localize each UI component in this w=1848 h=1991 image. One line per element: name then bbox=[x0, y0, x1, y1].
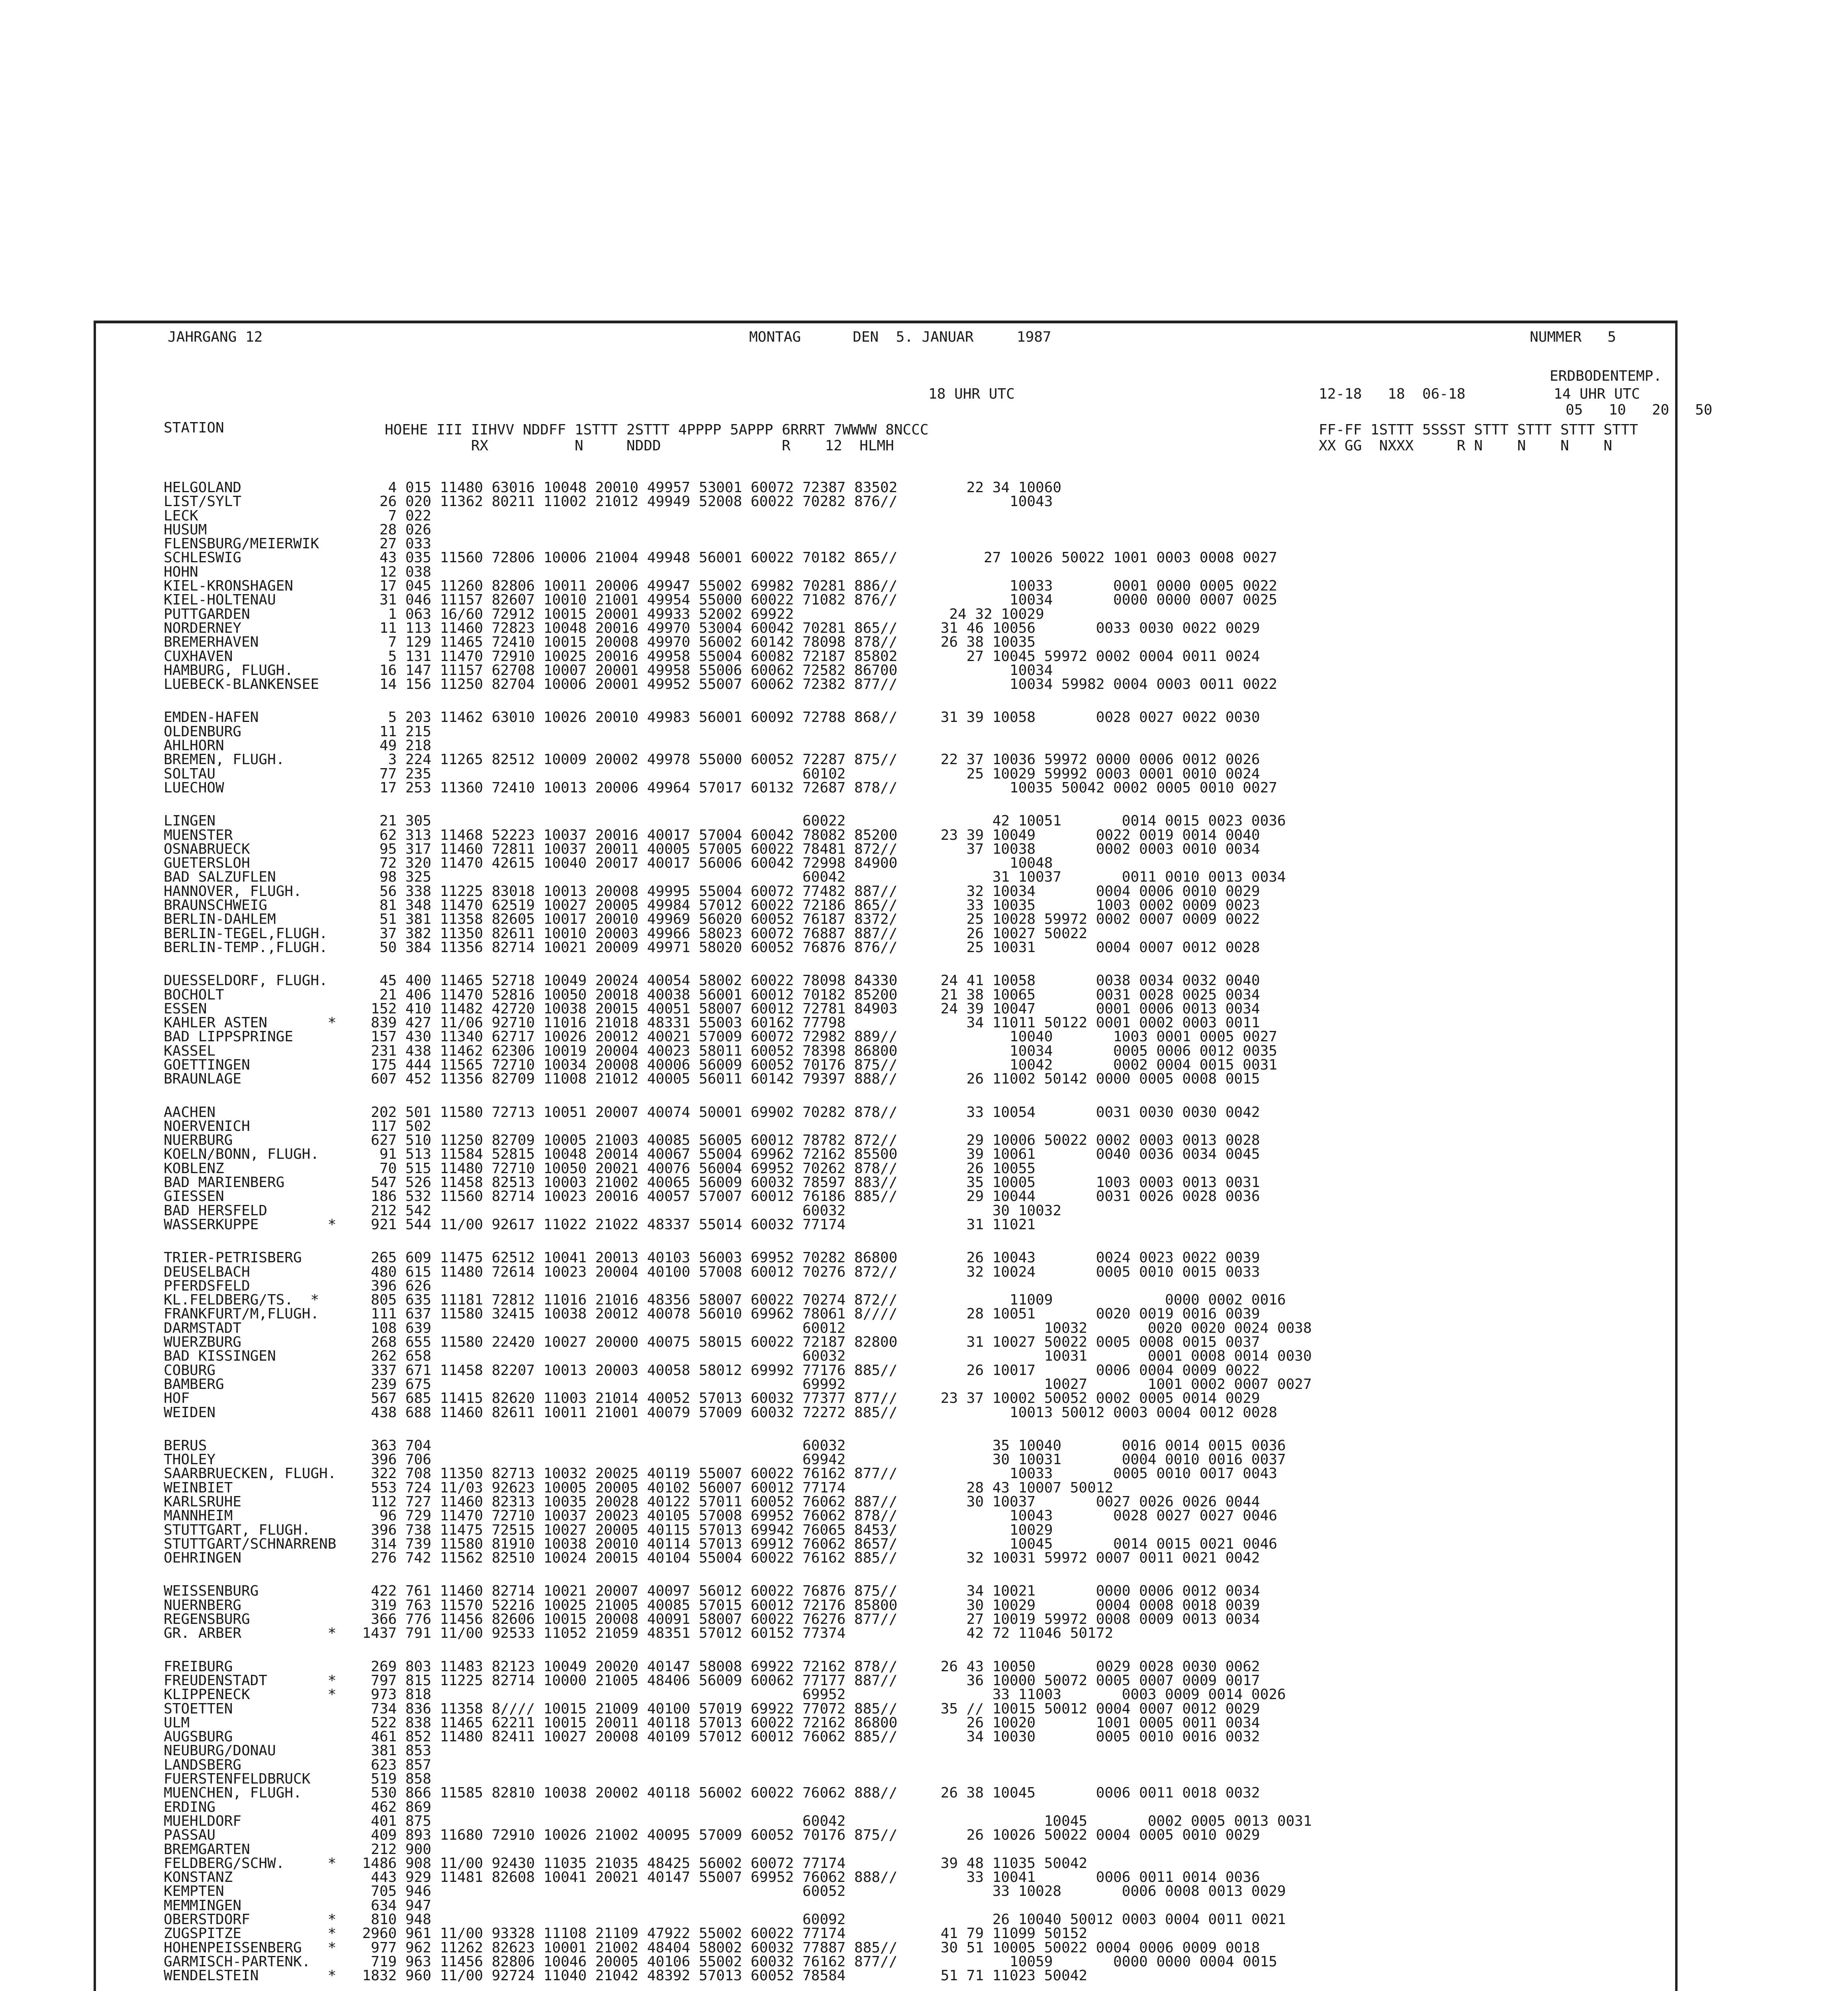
table-row: LECK 7 022 bbox=[164, 507, 431, 524]
header-number: NUMMER 5 bbox=[1530, 329, 1616, 345]
table-row: HAMBURG, FLUGH. 16 147 11157 62708 10007 20001 49958 55006 60062 72582 86700 10034 bbox=[164, 662, 1053, 679]
table-row: KOELN/BONN, FLUGH. 91 513 11584 52815 10048 20014 40067 55004 69962 72162 85500 39 10061 0040 0036 0034 0045 bbox=[164, 1146, 1260, 1163]
table-row: FLENSBURG/MEIERWIK 27 033 bbox=[164, 536, 431, 552]
table-row: KARLSRUHE 112 727 11460 82313 10035 20028 40122 57011 60052 76062 887// 30 10037 0027 0026 0026 0044 bbox=[164, 1494, 1260, 1510]
table-row: KONSTANZ 443 929 11481 82608 10041 20021 40147 55007 69952 76062 888// 33 10041 0006 0011 0014 0036 bbox=[164, 1869, 1260, 1886]
table-row: GARMISCH-PARTENK. 719 963 11456 82806 10046 20005 40106 55002 60032 76162 877// 10059 0000 0000 0004 0015 bbox=[164, 1953, 1277, 1970]
group-spacer bbox=[164, 691, 1673, 710]
table-row: KASSEL 231 438 11462 62306 10019 20004 40023 58011 60052 78398 86800 10034 0005 0006 0012 0035 bbox=[164, 1042, 1277, 1059]
table-row: PASSAU 409 893 11680 72910 10026 21002 40095 57009 60052 70176 875// 26 10026 50022 0004 0005 0010 0029 bbox=[164, 1827, 1260, 1844]
table-row: FUERSTENFELDBRUCK 519 858 bbox=[164, 1771, 431, 1788]
table-row: BAD LIPPSPRINGE 157 430 11340 62717 10026 20012 40021 57009 60072 72982 889// 10040 1003 0001 0005 0027 bbox=[164, 1029, 1277, 1045]
table-row: AHLHORN 49 218 bbox=[164, 737, 431, 754]
table-row: KEMPTEN 705 946 60052 33 10028 0006 0008 0013 0029 bbox=[164, 1883, 1286, 1900]
table-row: THOLEY 396 706 69942 30 10031 0004 0010 0016 0037 bbox=[164, 1451, 1286, 1468]
group-spacer bbox=[164, 1420, 1673, 1439]
table-row: OBERSTDORF * 810 948 60092 26 10040 50012 0003 0004 0011 0021 bbox=[164, 1911, 1286, 1928]
group-spacer bbox=[164, 954, 1673, 974]
header-year: JAHRGANG 12 bbox=[168, 329, 263, 345]
table-row: WASSERKUPPE * 921 544 11/00 92617 11022 21022 48337 55014 60032 77174 31 11021 bbox=[164, 1216, 1036, 1233]
table-row: WEISSENBURG 422 761 11460 82714 10021 20007 40097 56012 60022 76876 875// 34 10021 0000 0006 0012 0034 bbox=[164, 1583, 1260, 1600]
table-row: STUTTGART, FLUGH. 396 738 11475 72515 10027 20005 40115 57013 69942 76065 8453/ 10029 bbox=[164, 1522, 1053, 1538]
table-row: GIESSEN 186 532 11560 82714 10023 20016 40057 57007 60012 76186 885// 29 10044 0031 0026 0028 0036 bbox=[164, 1188, 1260, 1205]
table-row: FRANKFURT/M,FLUGH. 111 637 11580 32415 10038 20012 40078 56010 69962 78061 8//// 28 10051 0020 0019 0016 0039 bbox=[164, 1306, 1260, 1322]
table-row: MUENCHEN, FLUGH. 530 866 11585 82810 10038 20002 40118 56002 60022 76062 888// 26 38 10045 0006 0011 0018 0032 bbox=[164, 1785, 1260, 1801]
column-header bbox=[164, 347, 1713, 475]
table-row: LUEBECK-BLANKENSEE 14 156 11250 82704 10006 20001 49952 55007 60062 72382 877// 10034 59982 0004 0003 0011 0022 bbox=[164, 676, 1277, 693]
table-row: KOBLENZ 70 515 11480 72710 10050 20021 40076 56004 69952 70262 878// 26 10055 bbox=[164, 1160, 1036, 1177]
weather-report-sheet bbox=[94, 321, 1713, 1991]
table-row: KIEL-HOLTENAU 31 046 11157 82607 10010 21001 49954 55000 60022 71082 876// 10034 0000 0000 0007 0025 bbox=[164, 592, 1277, 608]
right-line1: 12-18 18 06-18 bbox=[1319, 386, 1466, 402]
table-row: LINGEN 21 305 60022 42 10051 0014 0015 0023 0036 bbox=[164, 813, 1286, 829]
table-row: BOCHOLT 21 406 11470 52816 10050 20018 40038 56001 60012 70182 85200 21 38 10065 0031 0028 0025 0034 bbox=[164, 986, 1260, 1003]
table-row: NORDERNEY 11 113 11460 72823 10048 20016 49970 53004 60042 70281 865// 31 46 10056 0033 0030 0022 0029 bbox=[164, 620, 1260, 636]
table-row: AUGSBURG 461 852 11480 82411 10027 20008 40109 57012 60012 76062 885// 34 10030 0005 0010 0016 0032 bbox=[164, 1729, 1260, 1745]
table-row: BERLIN-TEGEL,FLUGH. 37 382 11350 82611 10010 20003 49966 58023 60072 76887 887// 26 10027 50022 bbox=[164, 925, 1088, 942]
table-row: PFERDSFELD 396 626 bbox=[164, 1277, 431, 1294]
utc18-label: 18 UHR UTC bbox=[928, 386, 1015, 402]
uhr14-label: 14 UHR UTC bbox=[1554, 386, 1640, 402]
table-row: HUSUM 28 026 bbox=[164, 521, 431, 538]
table-row: FREUDENSTADT * 797 815 11225 82714 10000 21005 48406 56009 60062 77177 887// 36 10000 50072 0005 0007 0009 0017 bbox=[164, 1672, 1260, 1689]
table-row: MUENSTER 62 313 11468 52223 10037 20016 40017 57004 60042 78082 85200 23 39 10049 0022 0019 0014 0040 bbox=[164, 827, 1260, 843]
table-row: NOERVENICH 117 502 bbox=[164, 1118, 431, 1134]
table-row: DARMSTADT 108 639 60012 10032 0020 0020 0024 0038 bbox=[164, 1320, 1312, 1336]
table-row: BRAUNSCHWEIG 81 348 11470 62519 10027 20005 49984 57012 60022 72186 865// 33 10035 1003 0002 0009 0023 bbox=[164, 897, 1260, 914]
table-row: SAARBRUECKEN, FLUGH. 322 708 11350 82713 10032 20025 40119 55007 60022 76162 877// 10033 0005 0010 0017 0043 bbox=[164, 1465, 1277, 1482]
table-row: ULM 522 838 11465 62211 10015 20011 40118 57013 60022 72162 86800 26 10020 1001 0005 0011 0034 bbox=[164, 1714, 1260, 1731]
table-row: COBURG 337 671 11458 82207 10013 20003 40058 58012 69992 77176 885// 26 10017 0006 0004 0009 0022 bbox=[164, 1362, 1260, 1379]
table-row: LIST/SYLT 26 020 11362 80211 11002 21012 49949 52008 60022 70282 876// 10043 bbox=[164, 493, 1053, 510]
table-row: KL.FELDBERG/TS. * 805 635 11181 72812 11016 21016 48356 58007 60022 70274 872// 11009 0000 0002 0016 bbox=[164, 1292, 1286, 1308]
station-table bbox=[164, 481, 1673, 1983]
table-row: ZUGSPITZE * 2960 961 11/00 93328 11108 21109 47922 55002 60022 77174 41 79 11099 50152 bbox=[164, 1925, 1088, 1942]
table-row: LANDSBERG 623 857 bbox=[164, 1756, 431, 1773]
codes-line1: HOEHE III IIHVV NDDFF 1STTT 2STTT 4PPPP 5APPP 6RRRT 7WWWW 8NCCC bbox=[385, 422, 929, 438]
table-row: OSNABRUECK 95 317 11460 72811 10037 20011 40005 57005 60022 78481 872// 37 10038 0002 0003 0010 0034 bbox=[164, 841, 1260, 857]
table-row: WUERZBURG 268 655 11580 22420 10027 20000 40075 58015 60022 72187 82800 31 10027 50022 0005 0008 0015 0037 bbox=[164, 1334, 1260, 1351]
table-row: LUECHOW 17 253 11360 72410 10013 20006 49964 57017 60132 72687 878// 10035 50042 0002 0005 0010 0027 bbox=[164, 779, 1277, 796]
table-row: BAD HERSFELD 212 542 60032 30 10032 bbox=[164, 1202, 1062, 1219]
right-line2: FF-FF 1STTT 5SSST STTT STTT STTT STTT bbox=[1319, 422, 1638, 438]
station-label: STATION bbox=[164, 420, 224, 436]
table-row: NUERBURG 627 510 11250 82709 10005 21003 40085 56005 60012 78782 872// 29 10006 50022 0002 0003 0013 0028 bbox=[164, 1132, 1260, 1149]
table-row: HANNOVER, FLUGH. 56 338 11225 83018 10013 20008 49995 55004 60072 77482 887// 32 10034 0004 0006 0010 0029 bbox=[164, 883, 1260, 900]
table-row: FREIBURG 269 803 11483 82123 10049 20020 40147 58008 69922 72162 878// 26 43 10050 0029 0028 0030 0062 bbox=[164, 1658, 1260, 1675]
table-row: DUESSELDORF, FLUGH. 45 400 11465 52718 10049 20024 40054 58002 60022 78098 84330 24 41 10058 0038 0034 0032 0040 bbox=[164, 972, 1260, 989]
table-row: BAD KISSINGEN 262 658 60032 10031 0001 0008 0014 0030 bbox=[164, 1348, 1312, 1365]
table-row: BREMERHAVEN 7 129 11465 72410 10015 20008 49970 56002 60142 78098 878// 26 38 10035 bbox=[164, 634, 1036, 651]
table-row: HELGOLAND 4 015 11480 63016 10048 20010 49957 53001 60072 72387 83502 22 34 10060 bbox=[164, 479, 1062, 496]
table-row: BREMGARTEN 212 900 bbox=[164, 1841, 431, 1858]
table-row: DEUSELBACH 480 615 11480 72614 10023 20004 40100 57008 60012 70276 872// 32 10024 0005 0010 0015 0033 bbox=[164, 1263, 1260, 1280]
table-row: KLIPPENECK * 973 818 69952 33 11003 0003 0009 0014 0026 bbox=[164, 1686, 1286, 1703]
table-row: AACHEN 202 501 11580 72713 10051 20007 40074 50001 69902 70282 878// 33 10054 0031 0030 0030 0042 bbox=[164, 1104, 1260, 1121]
group-spacer bbox=[164, 1086, 1673, 1105]
table-row: REGENSBURG 366 776 11456 82606 10015 20008 40091 58007 60022 76276 877// 27 10019 59972 0008 0009 0013 0034 bbox=[164, 1611, 1260, 1628]
table-row: HOF 567 685 11415 82620 11003 21014 40052 57013 60032 77377 877// 23 37 10002 50052 0002 0005 0014 0029 bbox=[164, 1390, 1260, 1407]
right-line3: XX GG NXXX R N N N N bbox=[1319, 438, 1612, 454]
group-spacer bbox=[164, 1232, 1673, 1251]
depths-label: 05 10 20 50 bbox=[1566, 402, 1713, 418]
table-row: BERLIN-TEMP.,FLUGH. 50 384 11356 82714 10021 20009 49971 58020 60052 76876 876// 25 10031 0004 0007 0012 0028 bbox=[164, 939, 1260, 956]
table-row: WENDELSTEIN * 1832 960 11/00 92724 11040 21042 48392 57013 60052 78584 51 71 11023 50042 bbox=[164, 1968, 1088, 1984]
erdboden-label: ERDBODENTEMP. bbox=[1550, 368, 1662, 384]
table-row: WEINBIET 553 724 11/03 92623 10005 20005 40102 56007 60012 77174 28 43 10007 50012 bbox=[164, 1479, 1114, 1496]
codes-line2: RX N NDDD R 12 HLMH bbox=[385, 438, 894, 454]
table-row: FELDBERG/SCHW. * 1486 908 11/00 92430 11035 21035 48425 56002 60072 77174 39 48 11035 50042 bbox=[164, 1855, 1088, 1872]
table-row: HOHN 12 038 bbox=[164, 563, 431, 580]
table-row: KAHLER ASTEN * 839 427 11/06 92710 11016 21018 48331 55003 60162 77798 34 11011 50122 0001 0002 0003 0011 bbox=[164, 1015, 1260, 1031]
group-spacer bbox=[164, 795, 1673, 814]
table-row: HOHENPEISSENBERG * 977 962 11262 82623 10001 21002 48404 58002 60032 77887 885// 30 51 10005 50022 0004 0006 0009 0018 bbox=[164, 1939, 1260, 1956]
table-row: NUERNBERG 319 763 11570 52216 10025 21005 40085 57015 60012 72176 85800 30 10029 0004 0008 0018 0039 bbox=[164, 1597, 1260, 1614]
group-spacer bbox=[164, 1565, 1673, 1584]
table-row: BAD MARIENBERG 547 526 11458 82513 10003 21002 40065 56009 60032 78597 883// 35 10005 1003 0003 0013 0031 bbox=[164, 1174, 1260, 1191]
table-row: MEMMINGEN 634 947 bbox=[164, 1897, 431, 1914]
table-row: TRIER-PETRISBERG 265 609 11475 62512 10041 20013 40103 56003 69952 70282 86800 26 10043 0024 0023 0022 0039 bbox=[164, 1250, 1260, 1266]
table-row: MANNHEIM 96 729 11470 72710 10037 20023 40105 57008 69952 76062 878// 10043 0028 0027 0027 0046 bbox=[164, 1508, 1277, 1524]
table-row: STUTTGART/SCHNARRENB 314 739 11580 81910 10038 20010 40114 57013 69912 76062 8657/ 10045 0014 0015 0021 0046 bbox=[164, 1535, 1277, 1552]
table-row: BAMBERG 239 675 69992 10027 1001 0002 0007 0027 bbox=[164, 1376, 1312, 1393]
table-row: MUEHLDORF 401 875 60042 10045 0002 0005 0013 0031 bbox=[164, 1813, 1312, 1829]
table-row: GOETTINGEN 175 444 11565 72710 10034 20008 40006 56009 60052 70176 875// 10042 0002 0004 0015 0031 bbox=[164, 1056, 1277, 1073]
table-row: STOETTEN 734 836 11358 8//// 10015 21009 40100 57019 69922 77072 885// 35 // 10015 50012 0004 0007 0012 0029 bbox=[164, 1700, 1260, 1717]
group-spacer bbox=[164, 1641, 1673, 1660]
table-row: NEUBURG/DONAU 381 853 bbox=[164, 1743, 431, 1759]
table-row: OLDENBURG 11 215 bbox=[164, 723, 431, 740]
table-row: SCHLESWIG 43 035 11560 72806 10006 21004 49948 56001 60022 70182 865// 27 10026 50022 1001 0003 0008 0027 bbox=[164, 550, 1277, 566]
table-row: OEHRINGEN 276 742 11562 82510 10024 20015 40104 55004 60022 76162 885// 32 10031 59972 0007 0011 0021 0042 bbox=[164, 1550, 1260, 1567]
table-row: BRAUNLAGE 607 452 11356 82709 11008 21012 40005 56011 60142 79397 888// 26 11002 50142 0000 0005 0008 0015 bbox=[164, 1071, 1260, 1087]
table-row: SOLTAU 77 235 60102 25 10029 59992 0003 0001 0010 0024 bbox=[164, 765, 1260, 782]
table-row: BERUS 363 704 60032 35 10040 0016 0014 0015 0036 bbox=[164, 1437, 1286, 1454]
table-row: GUETERSLOH 72 320 11470 42615 10040 20017 40017 56006 60042 72998 84900 10048 bbox=[164, 855, 1053, 872]
table-row: BERLIN-DAHLEM 51 381 11358 82605 10017 20010 49969 56020 60052 76187 8372/ 25 10028 59972 0002 0007 0009 0022 bbox=[164, 911, 1260, 928]
table-row: BAD SALZUFLEN 98 325 60042 31 10037 0011 0010 0013 0034 bbox=[164, 869, 1286, 886]
table-row: WEIDEN 438 688 11460 82611 10011 21001 40079 57009 60032 72272 885// 10013 50012 0003 0004 0012 0028 bbox=[164, 1404, 1277, 1421]
table-row: KIEL-KRONSHAGEN 17 045 11260 82806 10011 20006 49947 55002 69982 70281 886// 10033 0001 0000 0005 0022 bbox=[164, 578, 1277, 595]
table-row: ESSEN 152 410 11482 42720 10038 20015 40051 58007 60012 72781 84903 24 39 10047 0001 0006 0013 0034 bbox=[164, 1000, 1260, 1017]
table-row: BREMEN, FLUGH. 3 224 11265 82512 10009 20002 49978 55000 60052 72287 875// 22 37 10036 59972 0000 0006 0012 0026 bbox=[164, 751, 1260, 768]
table-row: CUXHAVEN 5 131 11470 72910 10025 20016 49958 55004 60082 72187 85802 27 10045 59972 0002 0004 0011 0024 bbox=[164, 648, 1260, 665]
header-date: MONTAG DEN 5. JANUAR 1987 bbox=[749, 329, 1051, 345]
table-row: ERDING 462 869 bbox=[164, 1799, 431, 1815]
table-row: PUTTGARDEN 1 063 16/60 72912 10015 20001 49933 52002 69922 24 32 10029 bbox=[164, 606, 1044, 622]
table-row: GR. ARBER * 1437 791 11/00 92533 11052 21059 48351 57012 60152 77374 42 72 11046 50172 bbox=[164, 1625, 1114, 1642]
table-row: EMDEN-HAFEN 5 203 11462 63010 10026 20010 49983 56001 60092 72788 868// 31 39 10058 0028 0027 0022 0030 bbox=[164, 709, 1260, 726]
